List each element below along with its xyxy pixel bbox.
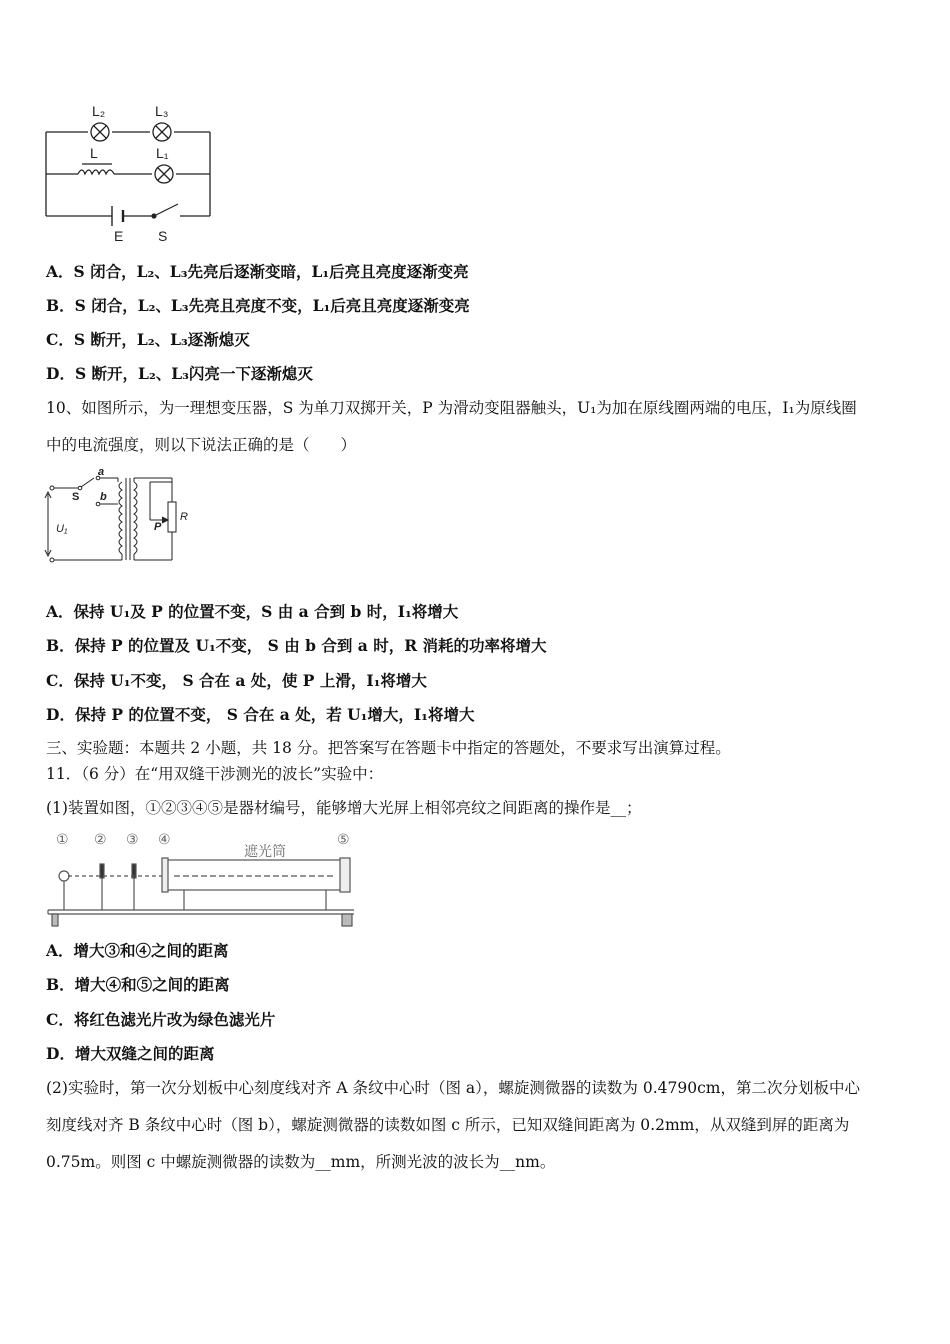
q11-option-c: C．将红色滤光片改为绿色滤光片 bbox=[46, 1010, 276, 1029]
label-tube: 遮光筒 bbox=[244, 843, 286, 859]
q11-option-d: D．增大双缝之间的距离 bbox=[46, 1044, 215, 1063]
q9-option-a: A．S 闭合，L₂、L₃先亮后逐渐变暗，L₁后亮且亮度逐渐变亮 bbox=[46, 262, 469, 281]
switch-s bbox=[152, 204, 178, 218]
transformer-diagram bbox=[42, 468, 202, 568]
circuit-diagram-lamps bbox=[40, 100, 220, 245]
q11-option-a: A．增大③和④之间的距离 bbox=[46, 941, 229, 960]
label-p: P bbox=[154, 521, 162, 533]
label-s: S bbox=[158, 228, 168, 244]
inductor-l bbox=[78, 164, 114, 174]
lamp-l3 bbox=[153, 123, 171, 141]
label-l: L bbox=[90, 145, 98, 161]
q11-part2-line2: 刻度线对齐 B 条纹中心时（图 b），螺旋测微器的读数如图 c 所示，已知双缝间距离为 0.2mm，从双缝到屏的距离为 bbox=[46, 1116, 850, 1134]
q10-option-c: C．保持 U₁不变， S 合在 a 处，使 P 上滑，I₁将增大 bbox=[46, 671, 427, 690]
q11-stem: 11．（6 分）在“用双缝干涉测光的波长”实验中： bbox=[46, 765, 384, 783]
q9-option-b: B．S 闭合，L₂、L₃先亮且亮度不变，L₁后亮且亮度逐渐变亮 bbox=[46, 296, 470, 315]
section-heading: 三、实验题：本题共 2 小题，共 18 分。把答案写在答题卡中指定的答题处，不要求写出演算过程。 bbox=[46, 739, 731, 757]
q10-stem-line1: 10、如图所示，为一理想变压器，S 为单刀双掷开关，P 为滑动变阻器触头，U₁为加在原线圈两端的电压，I₁为原线圈 bbox=[46, 399, 857, 417]
label-l3: L₃ bbox=[155, 103, 169, 119]
q9-option-c: C．S 断开，L₂、L₃逐渐熄灭 bbox=[46, 330, 250, 349]
label-n5: ⑤ bbox=[337, 831, 350, 847]
label-u1: U₁ bbox=[56, 523, 68, 535]
label-b: b bbox=[100, 491, 107, 503]
label-n4: ④ bbox=[158, 831, 171, 847]
lamp-l1 bbox=[155, 165, 173, 183]
label-r: R bbox=[180, 511, 188, 523]
q10-option-a: A．保持 U₁及 P 的位置不变，S 由 a 合到 b 时，I₁将增大 bbox=[46, 602, 459, 621]
label-n1: ① bbox=[56, 831, 69, 847]
label-n3: ③ bbox=[126, 831, 139, 847]
q9-option-d: D．S 断开，L₂、L₃闪亮一下逐渐熄灭 bbox=[46, 364, 313, 383]
battery-e bbox=[112, 206, 123, 226]
label-s2: S bbox=[72, 491, 80, 503]
label-l2: L₂ bbox=[92, 103, 106, 119]
q11-option-b: B．增大④和⑤之间的距离 bbox=[46, 975, 230, 994]
double-slit-apparatus bbox=[44, 826, 364, 932]
label-e: E bbox=[114, 228, 124, 244]
label-n2: ② bbox=[94, 831, 107, 847]
lamp-l2 bbox=[91, 123, 109, 141]
label-a: a bbox=[98, 468, 105, 478]
label-l1: L₁ bbox=[156, 145, 169, 161]
q10-stem-line2: 中的电流强度，则以下说法正确的是（ ） bbox=[46, 436, 357, 454]
q11-part1: (1)装置如图，①②③④⑤是器材编号，能够增大光屏上相邻亮纹之间距离的操作是__； bbox=[46, 799, 642, 817]
q11-part2-line3: 0.75m。则图 c 中螺旋测微器的读数为__mm，所测光波的波长为__nm。 bbox=[46, 1153, 556, 1171]
q10-option-d: D．保持 P 的位置不变， S 合在 a 处，若 U₁增大，I₁将增大 bbox=[46, 705, 475, 724]
q11-part2-line1: (2)实验时，第一次分划板中心刻度线对齐 A 条纹中心时（图 a），螺旋测微器的读数为 0.4790cm，第二次分划板中心 bbox=[46, 1079, 860, 1097]
q10-option-b: B．保持 P 的位置及 U₁不变， S 由 b 合到 a 时，R 消耗的功率将增大 bbox=[46, 636, 547, 655]
